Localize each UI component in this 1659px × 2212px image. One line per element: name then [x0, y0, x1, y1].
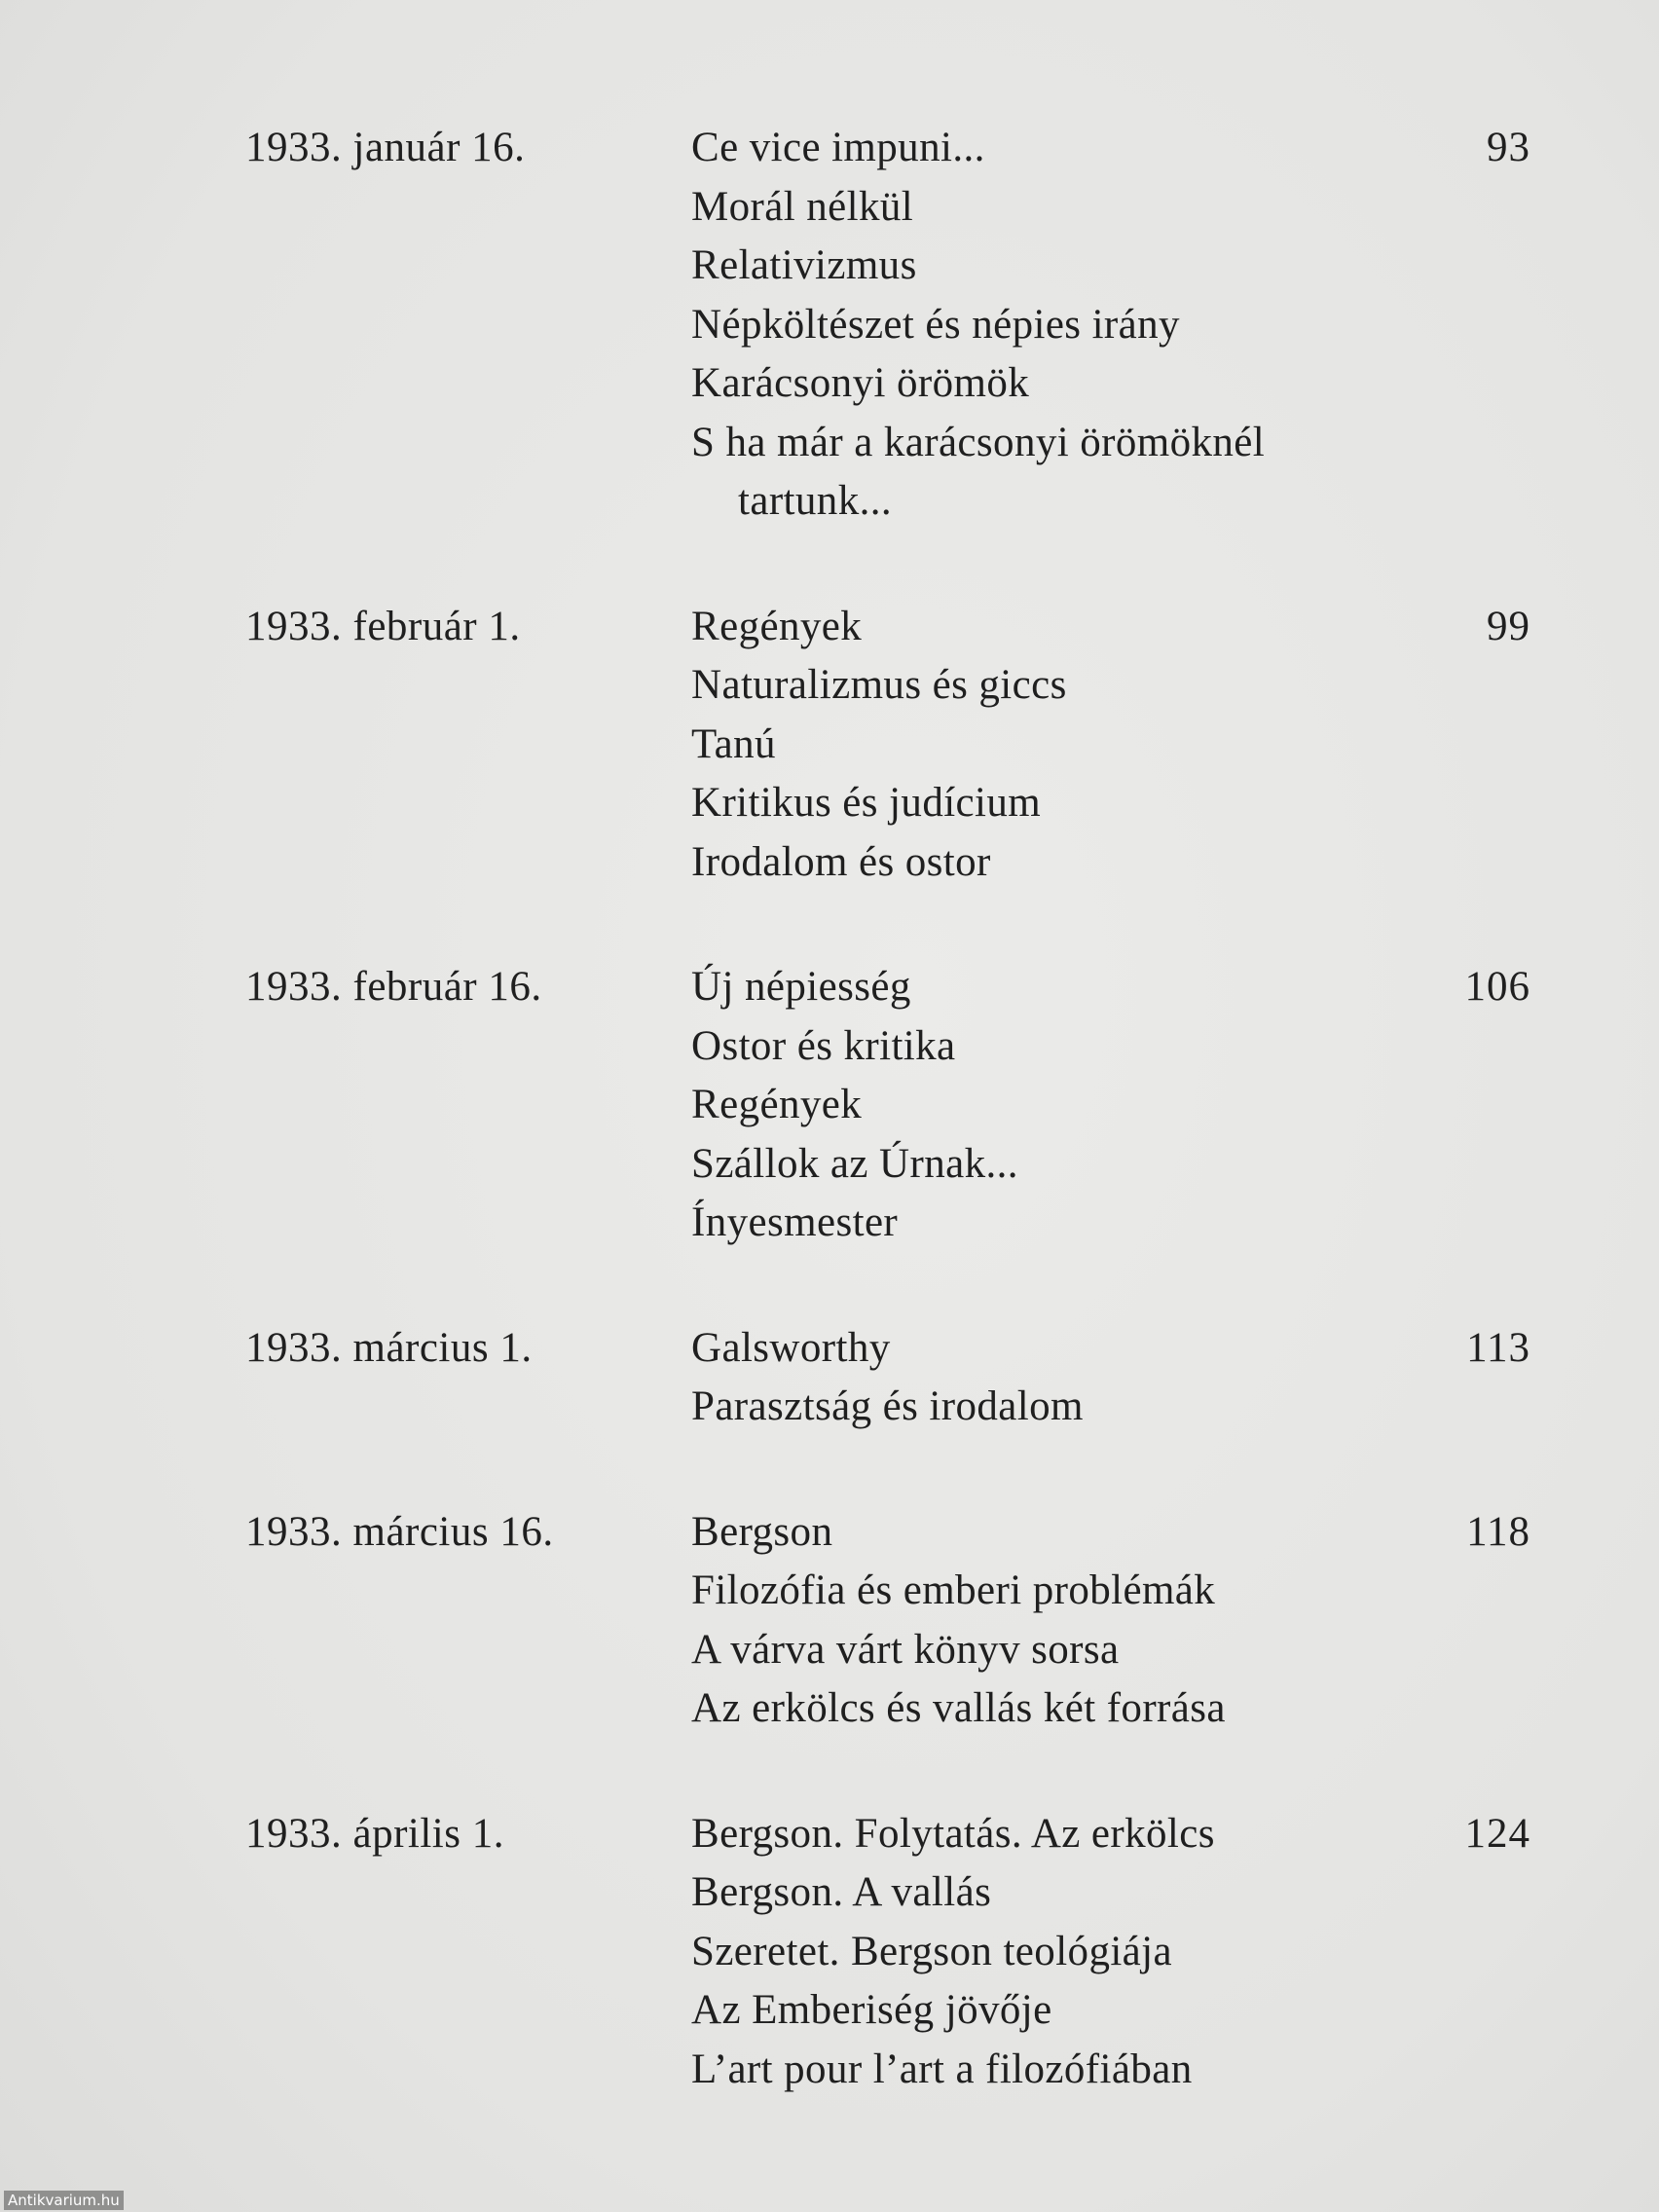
- entry-date: 1933. április 1.: [245, 1810, 504, 1857]
- entry-titles: [691, 1805, 1530, 2100]
- entry-titles: [691, 598, 1530, 893]
- entry-date: 1933. február 1.: [245, 603, 521, 649]
- entry-title: Regények: [691, 603, 863, 649]
- entry-page-number: 118: [1466, 1508, 1530, 1555]
- entry-title: L’art pour l’art a filozófiában: [691, 2046, 1193, 2092]
- toc-entry: [245, 1805, 1530, 2100]
- entry-page-number: 113: [1466, 1324, 1530, 1371]
- entry-title: Ostor és kritika: [691, 1022, 956, 1069]
- entry-title: Az erkölcs és vallás két forrása: [691, 1685, 1226, 1731]
- entry-title: tartunk...: [738, 478, 893, 524]
- entry-title: Bergson. A vallás: [691, 1869, 992, 1915]
- entry-title: Az Emberiség jövője: [691, 1987, 1052, 2033]
- entry-title: Filozófia és emberi problémák: [691, 1567, 1216, 1613]
- entry-page-number: 124: [1464, 1810, 1530, 1857]
- entry-date: 1933. február 16.: [245, 964, 542, 1010]
- entry-date: 1933. március 16.: [245, 1508, 554, 1555]
- entry-title: Tanú: [691, 720, 776, 767]
- toc-entry: [245, 958, 1530, 1253]
- entry-date: 1933. január 16.: [245, 125, 526, 170]
- entry-title: Galsworthy: [691, 1324, 891, 1371]
- toc-entry: [245, 119, 1530, 532]
- toc-entry: [245, 1319, 1530, 1437]
- entry-title: Ínyesmester: [691, 1199, 899, 1245]
- entry-page-number: 93: [1487, 125, 1530, 170]
- entry-title: Karácsonyi örömök: [691, 360, 1030, 406]
- entry-titles: [691, 119, 1530, 532]
- watermark: Antikvarium.hu: [4, 2191, 124, 2210]
- entry-title: Szállok az Úrnak...: [691, 1140, 1018, 1187]
- entry-title: Kritikus és judícium: [691, 780, 1042, 826]
- entry-title: Ce vice impuni...: [691, 125, 985, 170]
- toc-entry: [245, 598, 1530, 893]
- entry-date: 1933. március 1.: [245, 1324, 533, 1371]
- entry-title: Új népiesség: [691, 964, 911, 1010]
- entry-page-number: 106: [1464, 964, 1530, 1010]
- entry-title: Bergson. Folytatás. Az erkölcs: [691, 1810, 1215, 1857]
- table-of-contents: [245, 119, 1530, 2165]
- entry-title: Szeretet. Bergson teológiája: [691, 1928, 1173, 1974]
- entry-title: Parasztság és irodalom: [691, 1383, 1084, 1429]
- entry-title: Bergson: [691, 1508, 833, 1555]
- entry-title: Irodalom és ostor: [691, 838, 991, 885]
- entry-titles: [691, 1503, 1530, 1739]
- entry-page-number: 99: [1487, 603, 1530, 649]
- entry-title: Naturalizmus és giccs: [691, 662, 1067, 708]
- entry-title: S ha már a karácsonyi örömöknél: [691, 419, 1266, 465]
- entry-title: Népköltészet és népies irány: [691, 301, 1180, 348]
- toc-entry: [245, 1503, 1530, 1739]
- entry-titles: [691, 958, 1530, 1253]
- entry-title: Regények: [691, 1082, 863, 1127]
- entry-title: Relativizmus: [691, 242, 917, 288]
- entry-title: A várva várt könyv sorsa: [691, 1626, 1120, 1673]
- entry-title: Morál nélkül: [691, 183, 914, 230]
- entry-titles: [691, 1319, 1530, 1437]
